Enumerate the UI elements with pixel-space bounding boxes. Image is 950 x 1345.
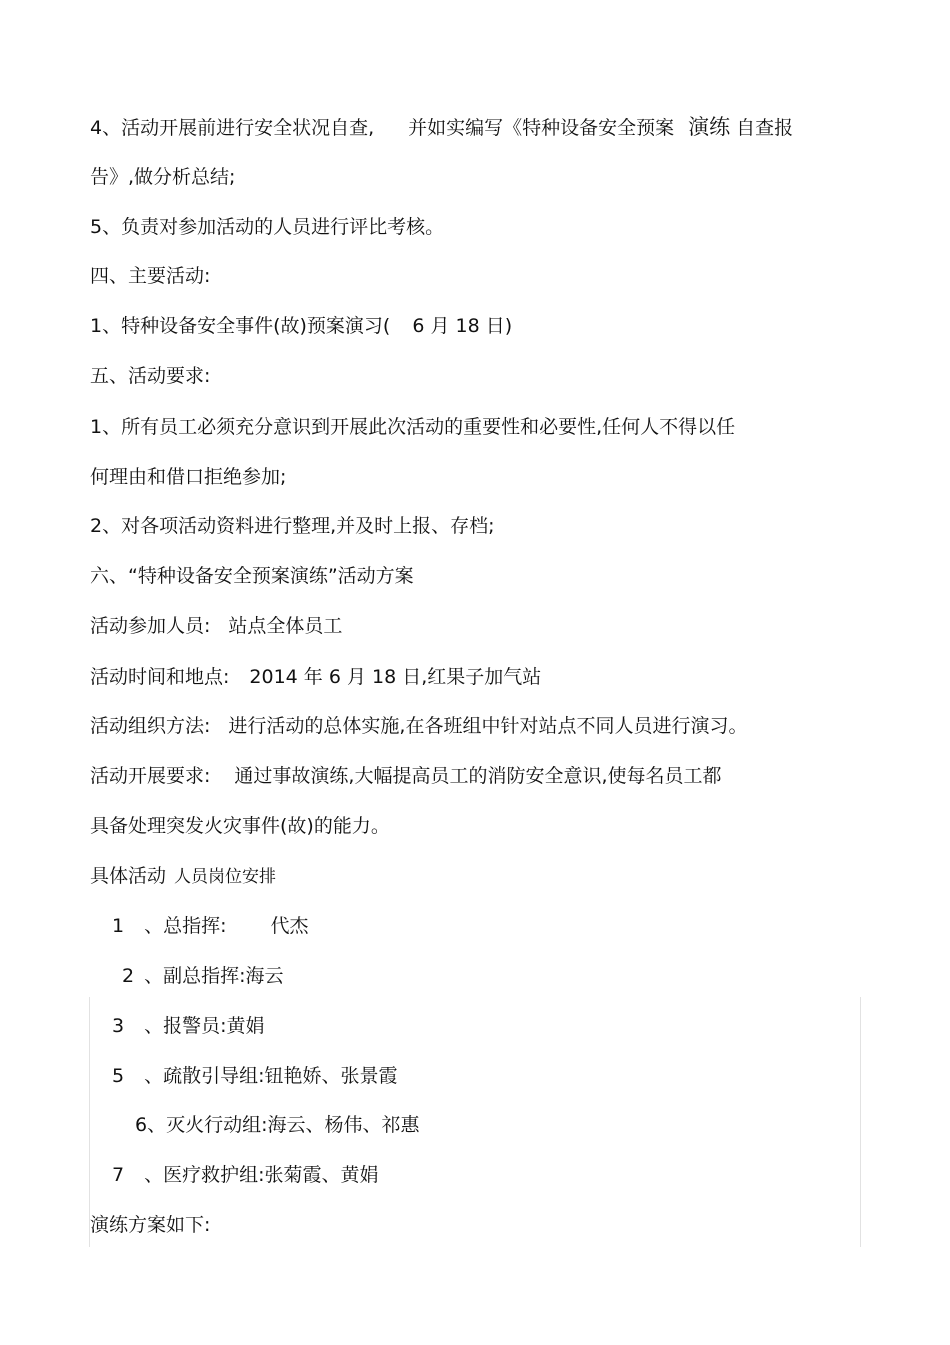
text-line: [90, 115, 793, 140]
text-line: 演练方案如下:: [90, 1214, 211, 1236]
text-run: 通过事故演练,大幅提高员工的消防安全意识,使每名员工都: [234, 765, 722, 787]
text-line: [90, 614, 342, 638]
text-run: 站点全体员工: [228, 615, 343, 637]
text-line: 何理由和借口拒绝参加;: [90, 466, 287, 488]
text-line: 具备处理突发火灾事件(故)的能力。: [90, 815, 390, 837]
list-item: 6、灭火行动组:海云、杨伟、祁惠: [135, 1114, 420, 1136]
text-run: 代杰: [270, 915, 309, 937]
list-number: 1: [112, 915, 125, 937]
text-line: [90, 714, 747, 738]
list-number: 7: [112, 1164, 125, 1186]
list-item: [112, 914, 309, 938]
text-run: 、总指挥:: [144, 915, 227, 937]
text-run: 1、特种设备安全事件(故)预案演习(: [90, 315, 391, 337]
text-run: 活动参加人员:: [90, 615, 211, 637]
text-run: 活动时间和地点:: [90, 666, 230, 688]
text-line: [90, 764, 722, 788]
text-run: 、报警员:黄娟: [144, 1015, 265, 1037]
list-item: [112, 1014, 265, 1038]
list-number: 5: [112, 1065, 125, 1087]
table-border-left: [89, 997, 90, 1247]
text-run: 具体活动: [90, 865, 167, 887]
list-item: [112, 1163, 379, 1187]
text-line: [90, 665, 541, 689]
text-line: [90, 864, 276, 889]
list-number: 2: [122, 965, 135, 987]
text-run: 活动组织方法:: [90, 715, 211, 737]
text-line: 1、所有员工必须充分意识到开展此次活动的重要性和必要性,任何人不得以任: [90, 416, 736, 438]
list-item: [112, 1064, 398, 1088]
text-run: 活动开展要求:: [90, 765, 211, 787]
text-run: 4、活动开展前进行安全状况自查,: [90, 117, 375, 139]
section-heading: 六、“特种设备安全预案演练”活动方案: [90, 565, 414, 587]
text-run: 、副总指挥:海云: [144, 965, 284, 987]
text-line: [90, 314, 512, 338]
text-line: 告》,做分析总结;: [90, 166, 236, 188]
text-run: 、医疗救护组:张菊霞、黄娟: [144, 1164, 379, 1186]
text-run: 人员岗位安排: [174, 867, 277, 887]
text-line: 5、负责对参加活动的人员进行评比考核。: [90, 216, 445, 238]
section-heading: 五、活动要求:: [90, 365, 211, 387]
text-run: 进行活动的总体实施,在各班组中针对站点不同人员进行演习。: [228, 715, 748, 737]
text-run: 自查报: [736, 117, 794, 139]
table-border-right: [860, 997, 861, 1247]
text-line: 2、对各项活动资料进行整理,并及时上报、存档;: [90, 515, 495, 537]
text-run: 2014 年 6 月 18 日,红果子加气站: [249, 666, 542, 688]
list-item: [122, 964, 284, 988]
section-heading: 四、主要活动:: [90, 265, 211, 287]
text-run: 并如实编写《特种设备安全预案: [408, 117, 675, 139]
text-run: 6 月 18 日): [412, 315, 513, 337]
list-number: 3: [112, 1015, 125, 1037]
text-run: 演练: [688, 115, 731, 139]
text-run: 、疏散引导组:钮艳娇、张景霞: [144, 1065, 398, 1087]
